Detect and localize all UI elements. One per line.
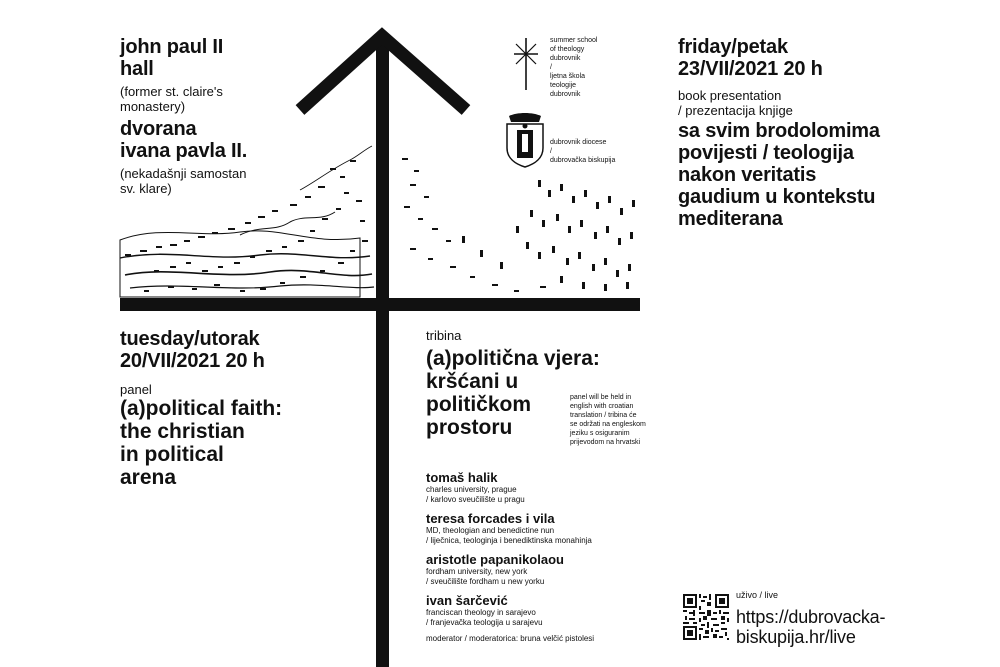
school-line: / <box>550 64 552 71</box>
translation-note <box>570 393 660 447</box>
tribina-title3: političkom <box>426 393 532 416</box>
panel-event-title4: arena <box>120 466 177 489</box>
note-line: english with croatian <box>570 403 634 410</box>
book-event-title5: mediterana <box>678 208 783 230</box>
tribina-title4: prostoru <box>426 416 513 439</box>
speaker-affiliation: / liječnica, teologinja i benediktinska monahinja <box>426 536 592 545</box>
venue-en-line2: hall <box>120 58 154 80</box>
wave-dashes-right <box>402 158 635 292</box>
book-event-block <box>678 36 938 230</box>
speaker-item <box>426 470 666 505</box>
speaker-affiliation: MD, theologian and benedictine nun <box>426 526 555 535</box>
diocese-line: dubrovnik diocese <box>550 139 607 146</box>
tribina-title2: kršćani u <box>426 370 519 393</box>
diocese-seal-icon <box>505 112 545 168</box>
venue-block <box>120 36 320 196</box>
book-event-type1: book presentation <box>678 88 782 103</box>
panel-event-block <box>120 328 350 489</box>
note-line: translation / tribina će <box>570 412 637 419</box>
live-url-line2: biskupija.hr/live <box>736 627 856 647</box>
venue-hr-line2: ivana pavla II. <box>120 140 248 162</box>
speaker-item <box>426 593 666 628</box>
speaker-affiliation: franciscan theology in sarajevo <box>426 608 536 617</box>
book-event-title2: povijesti / teologija <box>678 142 854 164</box>
panel-event-title2: the christian <box>120 420 245 443</box>
book-event-day: friday/petak <box>678 36 788 58</box>
school-line: of theology <box>550 46 585 53</box>
speaker-name: teresa forcades i vila <box>426 511 555 526</box>
venue-en-line1: john paul II <box>120 36 224 58</box>
school-line: summer school <box>550 37 598 44</box>
speaker-affiliation: / karlovo sveučilište u pragu <box>426 495 525 504</box>
diocese-line: dubrovačka biskupija <box>550 157 616 164</box>
speaker-name: tomaš halik <box>426 470 498 485</box>
book-event-title4: gaudium u kontekstu <box>678 186 876 208</box>
diocese-line: / <box>550 148 552 155</box>
book-event-type2: / prezentacija knjige <box>678 103 793 118</box>
venue-en-sub1: (former st. claire's <box>120 84 223 99</box>
moderator-line: moderator / moderatorica: bruna velčić pistolesi <box>426 634 595 643</box>
live-url-link[interactable] <box>736 607 936 647</box>
panel-event-title3: in political <box>120 443 224 466</box>
tribina-title1: (a)politična vjera: <box>426 347 600 370</box>
note-line: panel will be held in <box>570 394 632 401</box>
school-line: teologije <box>550 82 577 89</box>
speaker-name: ivan šarčević <box>426 593 508 608</box>
star-cross-icon <box>510 38 542 90</box>
speaker-affiliation: / sveučilište fordham u new yorku <box>426 577 545 586</box>
speaker-name: aristotle papanikolaou <box>426 552 564 567</box>
book-event-date: 23/VII/2021 20 h <box>678 58 823 80</box>
venue-hr-line1: dvorana <box>120 118 197 140</box>
summer-school-text <box>550 36 620 99</box>
note-line: se održati na engleskom <box>570 421 646 428</box>
speaker-affiliation: charles university, prague <box>426 485 517 494</box>
venue-hr-sub1: (nekadašnji samostan <box>120 166 247 181</box>
panel-event-day: tuesday/utorak <box>120 328 260 350</box>
qr-code-icon[interactable] <box>683 594 729 640</box>
diocese-text <box>550 138 630 165</box>
tribina-label: tribina <box>426 328 462 343</box>
panel-event-type: panel <box>120 382 152 397</box>
speaker-affiliation: / franjevačka teologija u sarajevu <box>426 618 543 627</box>
live-url-line1: https://dubrovacka- <box>736 607 886 627</box>
venue-hr-sub2: sv. klare) <box>120 181 172 196</box>
live-block <box>736 590 936 647</box>
speaker-item <box>426 511 666 546</box>
book-event-title3: nakon veritatis <box>678 164 817 186</box>
school-line: dubrovnik <box>550 55 581 62</box>
note-line: prijevodom na hrvatski <box>570 439 641 446</box>
school-line: dubrovnik <box>550 91 581 98</box>
panel-event-title1: (a)political faith: <box>120 397 283 420</box>
speaker-item <box>426 552 666 587</box>
panel-event-date: 20/VII/2021 20 h <box>120 350 265 372</box>
speakers-list <box>426 470 666 644</box>
school-line: ljetna škola <box>550 73 586 80</box>
live-label: uživo / live <box>736 590 779 600</box>
note-line: jeziku s osiguranim <box>570 430 630 437</box>
speaker-affiliation: fordham university, new york <box>426 567 528 576</box>
venue-en-sub2: monastery) <box>120 99 186 114</box>
book-event-title1: sa svim brodolomima <box>678 120 880 142</box>
